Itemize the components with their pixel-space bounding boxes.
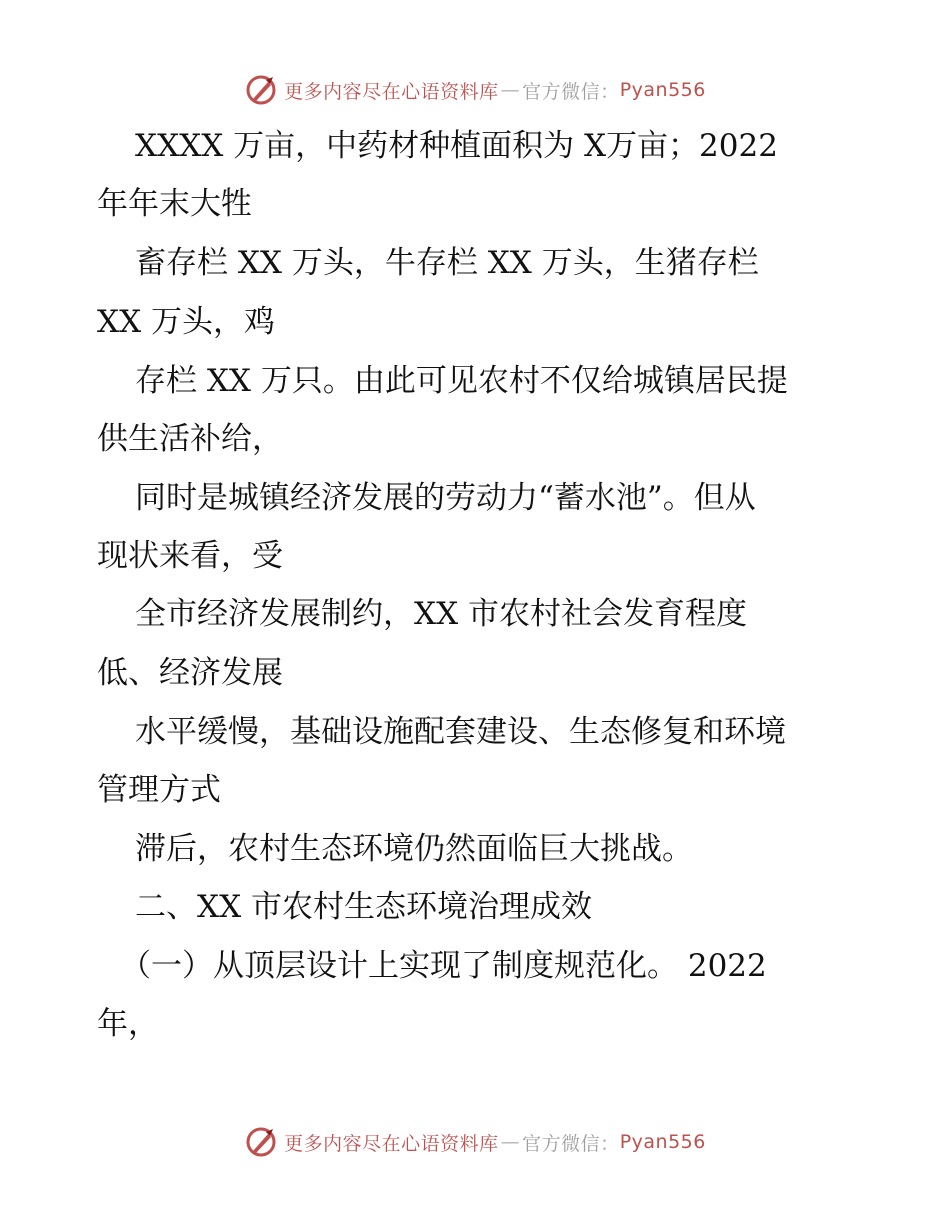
quill-seal-icon [244,73,278,107]
body-line: 年年末大牲 [97,186,252,222]
watermark-official-label: 官方微信： [522,1132,620,1155]
body-line: 水平缓慢，基础设施配套建设、生态修复和环境 [135,714,786,750]
subsection-heading: （一）从顶层设计上实现了制度规范化。 2022 [120,948,767,984]
body-line: XX 万头，鸡 [97,304,275,340]
body-line: 全市经济发展制约，XX 市农村社会发育程度 [135,596,747,632]
body-line: 管理方式 [97,772,221,808]
body-line: 滞后，农村生态环境仍然面临巨大挑战。 [135,831,693,867]
body-line: 畜存栏 XX 万头，牛存栏 XX 万头，生猪存栏 [135,245,759,281]
watermark-text: 更多内容尽在心语资料库 [284,80,499,103]
header-watermark [0,72,950,108]
body-line: 年， [97,1006,159,1042]
watermark-wechat-id: Pyan556 [619,1131,706,1153]
section-heading: 二、XX 市农村生态环境治理成效 [135,889,592,925]
body-line: 同时是城镇经济发展的劳动力“蓄水池”。但从 [135,480,756,516]
body-line: 存栏 XX 万只。由此可见农村不仅给城镇居民提 [135,363,788,399]
watermark-separator: — [500,79,521,101]
quill-seal-icon [244,1125,278,1159]
watermark-official-label: 官方微信： [522,80,620,103]
watermark-text: 更多内容尽在心语资料库 [284,1132,499,1155]
footer-watermark [0,1124,950,1160]
body-line: XXXX 万亩，中药材种植面积为 X万亩；2022 [135,128,778,164]
body-line: 低、经济发展 [97,655,283,691]
watermark-wechat-id: Pyan556 [619,79,706,101]
body-line: 供生活补给， [97,421,283,457]
watermark-separator: — [500,1131,521,1153]
body-line: 现状来看，受 [97,538,283,574]
